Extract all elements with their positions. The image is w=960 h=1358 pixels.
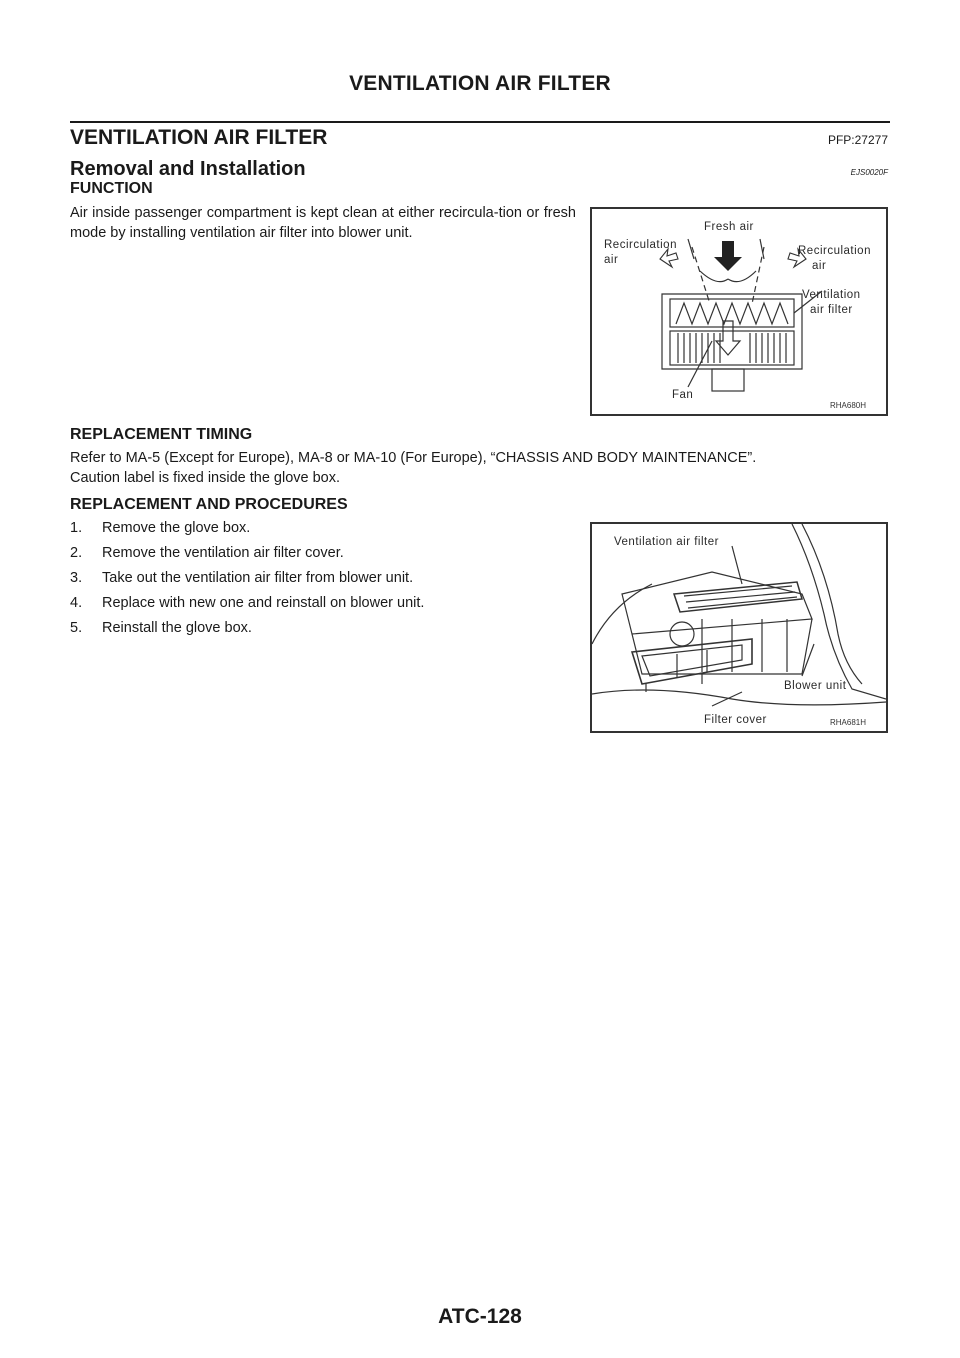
procedure-step: 2. Remove the ventilation air filter cover.	[70, 545, 344, 561]
procedure-step: 1. Remove the glove box.	[70, 520, 251, 536]
procedure-steps	[70, 518, 424, 643]
timing-line-1: Refer to MA-5 (Except for Europe), MA-8 or MA-10 (For Europe), “CHASSIS AND BODY MAINTENANCE”.	[70, 450, 757, 466]
function-heading: FUNCTION	[70, 180, 153, 197]
label-fan: Fan	[672, 389, 694, 401]
label-ventilation: Ventilation	[802, 289, 861, 301]
figure1-code: RHA680H	[829, 401, 866, 410]
section-code: PFP:27277	[827, 133, 888, 147]
procedure-step: 4. Replace with new one and reinstall on blower unit.	[70, 595, 425, 611]
section-title: VENTILATION AIR FILTER	[70, 126, 328, 149]
timing-text	[70, 448, 890, 488]
label-blower-unit: Blower unit	[784, 680, 847, 692]
figure-filter-removal	[590, 522, 888, 733]
timing-heading: REPLACEMENT TIMING	[70, 426, 253, 443]
label-recirculation-right-air: air	[812, 260, 827, 272]
function-text: Air inside passenger compartment is kept clean at either recircula-tion or fresh mode by installing ventilation air filter into blower unit.	[70, 205, 576, 241]
label-fresh-air: Fresh air	[704, 221, 754, 233]
procedure-step: 5. Reinstall the glove box.	[70, 620, 252, 636]
subsection-title: Removal and Installation	[70, 158, 306, 180]
label-recirculation-left-air: air	[604, 254, 619, 266]
running-header: VENTILATION AIR FILTER	[349, 72, 611, 95]
filter-removal-drawing	[592, 524, 886, 731]
figure2-code: RHA681H	[829, 718, 866, 727]
subsection-code: EJS0020F	[850, 168, 888, 177]
header-rule	[70, 121, 890, 123]
label-recirculation-right: Recirculation	[798, 245, 871, 257]
page-number: ATC-128	[438, 1305, 522, 1328]
label-filter-cover: Filter cover	[704, 714, 767, 726]
timing-line-2: Caution label is fixed inside the glove box.	[70, 470, 341, 486]
procedure-step: 3. Take out the ventilation air filter from blower unit.	[70, 570, 414, 586]
procedures-heading: REPLACEMENT AND PROCEDURES	[70, 496, 348, 513]
label-ventilation-air-filter: Ventilation air filter	[614, 536, 719, 548]
label-air-filter: air filter	[810, 304, 853, 316]
label-recirculation-left: Recirculation	[604, 239, 677, 251]
figure-blower-diagram	[590, 207, 888, 416]
